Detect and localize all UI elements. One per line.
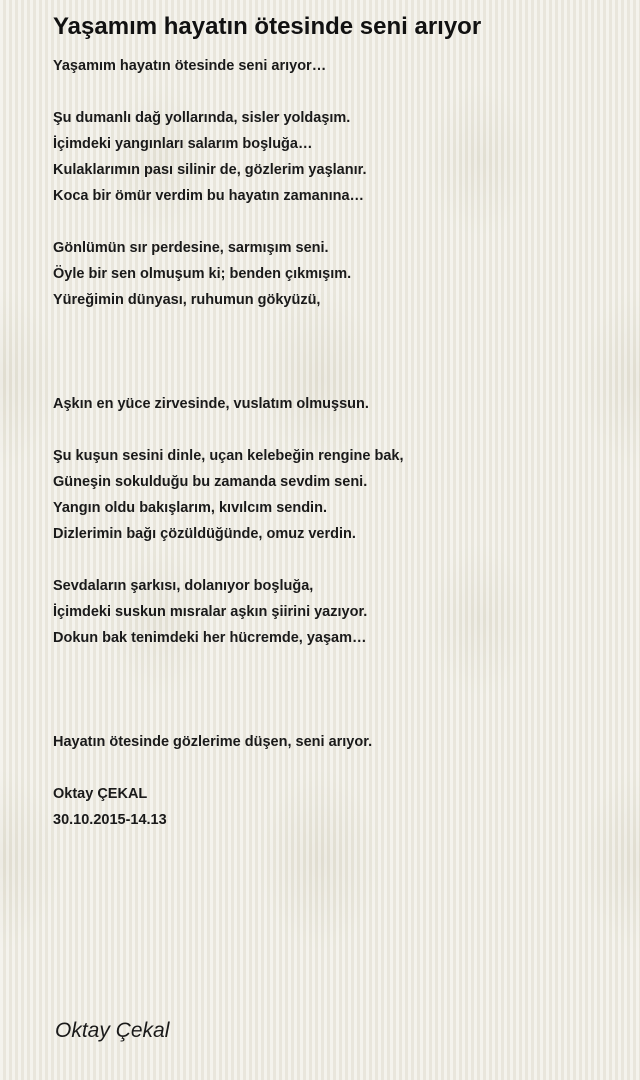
poem-line: Güneşin sokulduğu bu zamanda sevdim seni. — [53, 474, 368, 490]
poem-line: Sevdaların şarkısı, dolanıyor boşluğa, — [53, 578, 314, 594]
poem-line: Gönlümün sır perdesine, sarmışım seni. — [53, 240, 329, 256]
stanza-gap — [53, 209, 623, 235]
stanza-gap — [53, 651, 623, 729]
poem-body — [53, 53, 623, 833]
stanza-gap — [53, 313, 623, 391]
author-name: Oktay ÇEKAL — [53, 786, 148, 802]
poem-line: Öyle bir sen olmuşum ki; benden çıkmışım. — [53, 266, 352, 282]
poem-line: Kulaklarımın pası silinir de, gözlerim yaşlanır. — [53, 162, 367, 178]
stanza-gap — [53, 417, 623, 443]
poem-line: Şu kuşun sesini dinle, uçan kelebeğin rengine bak, — [53, 448, 404, 464]
poem-line: Hayatın ötesinde gözlerime düşen, seni arıyor. — [53, 734, 373, 750]
poem-line: Şu dumanlı dağ yollarında, sisler yoldaşım. — [53, 110, 351, 126]
page-title: Yaşamım hayatın ötesinde seni arıyor — [53, 13, 482, 40]
poem-line: Koca bir ömür verdim bu hayatın zamanına… — [53, 188, 365, 204]
poem-line: Yangın oldu bakışlarım, kıvılcım sendin. — [53, 500, 327, 516]
stanza-gap — [53, 79, 623, 105]
poem-line: Dokun bak tenimdeki her hücremde, yaşam… — [53, 630, 367, 646]
poem-line: İçimdeki yangınları salarım boşluğa… — [53, 136, 313, 152]
poem-line: İçimdeki suskun mısralar aşkın şiirini yazıyor. — [53, 604, 368, 620]
stanza-gap — [53, 547, 623, 573]
poem-line: Yüreğimin dünyası, ruhumun gökyüzü, — [53, 292, 321, 308]
poem-line: Dizlerimin bağı çözüldüğünde, omuz verdin. — [53, 526, 356, 542]
author-signature: Oktay Çekal — [55, 1019, 170, 1042]
stanza-gap — [53, 755, 623, 781]
poem-line: Aşkın en yüce zirvesinde, vuslatım olmuşsun. — [53, 396, 369, 412]
poem-line: Yaşamım hayatın ötesinde seni arıyor… — [53, 58, 327, 74]
poem-date: 30.10.2015-14.13 — [53, 812, 167, 828]
